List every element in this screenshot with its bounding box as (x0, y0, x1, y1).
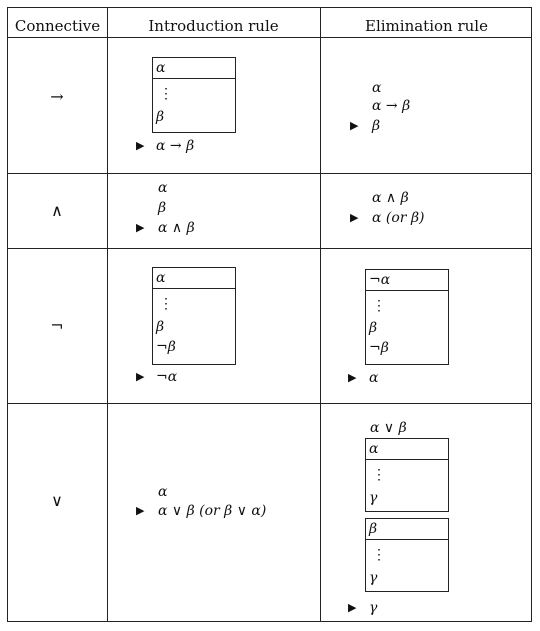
assumption: α (156, 270, 166, 286)
row-divider (8, 173, 531, 174)
connective-negation: ¬ (50, 316, 64, 335)
formula: ¬β (156, 339, 176, 355)
conclusion: α (369, 370, 379, 386)
assumption: α (369, 441, 379, 457)
conclusion: α → β (156, 138, 195, 154)
formula: β (156, 109, 165, 125)
premise: α (158, 180, 168, 196)
conclusion: α ∨ β (or β ∨ α) (158, 503, 267, 519)
rules-table (7, 7, 532, 622)
connective-disjunction: ∨ (51, 491, 63, 510)
connective-conjunction: ∧ (51, 201, 63, 220)
ellipsis: ⋮ (372, 467, 386, 483)
conclusion-marker-icon: ▶ (350, 211, 359, 224)
premise: α → β (372, 98, 411, 114)
conclusion-marker-icon: ▶ (348, 601, 357, 614)
row-divider (8, 403, 531, 404)
conclusion-marker-icon: ▶ (136, 139, 145, 152)
conclusion-marker-icon: ▶ (348, 371, 357, 384)
header-elimination: Elimination rule (365, 17, 488, 35)
premise: α (372, 80, 382, 96)
conclusion-marker-icon: ▶ (350, 119, 359, 132)
conclusion: α ∧ β (158, 220, 195, 236)
formula: γ (369, 570, 378, 586)
assumption: β (369, 521, 378, 537)
connective-implication: → (50, 87, 64, 106)
conclusion: α (or β) (372, 210, 425, 226)
premise: α ∨ β (370, 420, 407, 436)
conclusion-marker-icon: ▶ (136, 370, 145, 383)
row-divider (8, 248, 531, 249)
formula: β (369, 320, 378, 336)
ellipsis: ⋮ (159, 296, 173, 312)
formula: β (156, 319, 165, 335)
header-introduction: Introduction rule (148, 17, 279, 35)
row-divider (8, 37, 531, 38)
col-divider (320, 8, 321, 621)
formula: ¬β (369, 340, 389, 356)
ellipsis: ⋮ (159, 86, 173, 102)
premise: α ∧ β (372, 190, 409, 206)
conclusion-marker-icon: ▶ (136, 221, 145, 234)
formula: γ (369, 490, 378, 506)
col-divider (107, 8, 108, 621)
header-connective: Connective (14, 17, 101, 35)
assumption: ¬α (369, 272, 391, 288)
premise: α (158, 484, 168, 500)
ellipsis: ⋮ (372, 298, 386, 314)
conclusion: β (372, 118, 381, 134)
ellipsis: ⋮ (372, 547, 386, 563)
conclusion: ¬α (156, 369, 178, 385)
conclusion-marker-icon: ▶ (136, 504, 145, 517)
conclusion: γ (369, 600, 378, 616)
premise: β (158, 200, 167, 216)
assumption: α (156, 60, 166, 76)
